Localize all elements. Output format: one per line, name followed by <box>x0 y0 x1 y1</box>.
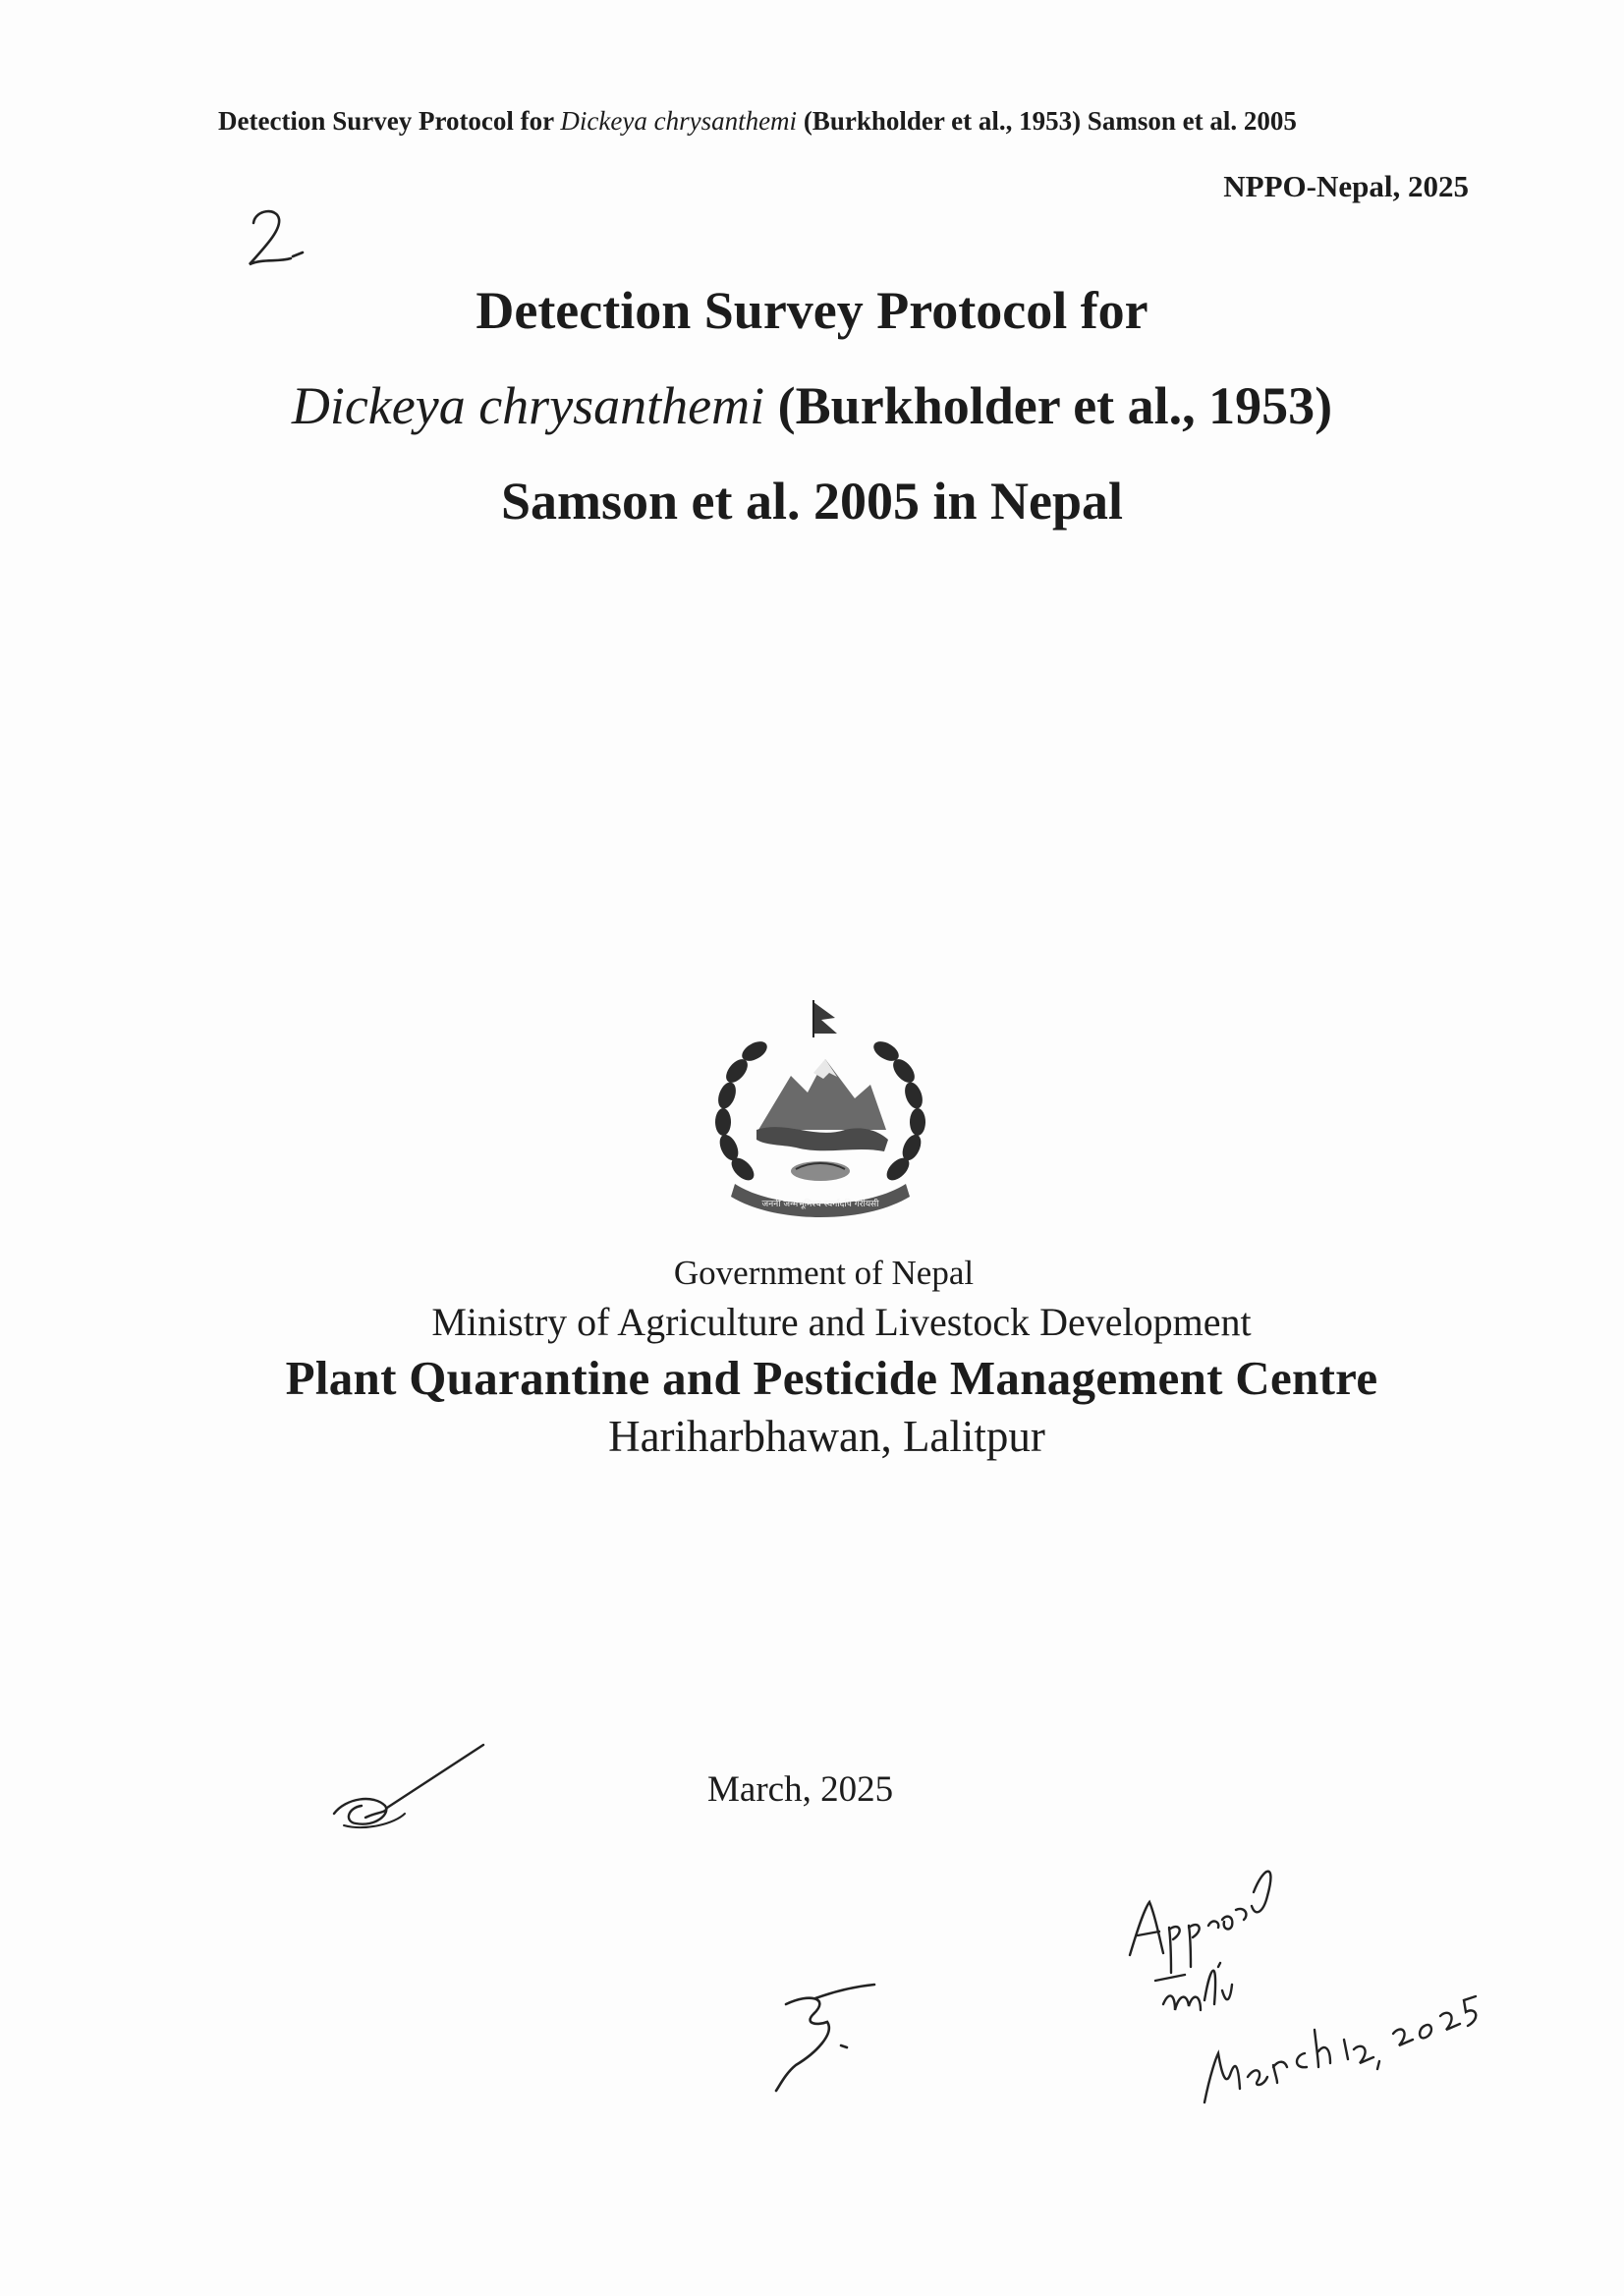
title-line-1: Detection Survey Protocol for <box>476 281 1148 340</box>
title-line-3: Samson et al. 2005 in Nepal <box>500 472 1124 531</box>
ministry-name: Ministry of Agriculture and Livestock Development <box>431 1300 1252 1344</box>
document-title <box>0 263 1624 549</box>
publication-date: March, 2025 <box>707 1769 894 1810</box>
centre-name: Plant Quarantine and Pesticide Management Centre <box>285 1351 1378 1405</box>
signature-left <box>326 1737 493 1845</box>
organization-block <box>0 1250 1624 1464</box>
header-org-year: NPPO-Nepal, 2025 <box>1223 169 1469 203</box>
nepal-government-emblem-icon <box>698 982 943 1228</box>
running-header-species: Dickeya chrysanthemi <box>560 106 798 136</box>
running-header-prefix: Detection Survey Protocol for <box>218 106 561 136</box>
handwritten-approval-note <box>1120 1857 1493 2171</box>
signature-center <box>756 1975 894 2102</box>
title-species: Dickeya chrysanthemi <box>291 376 765 435</box>
emblem-motto: जननी जन्मभूमिश्च स्वर्गादपि गरीयसी <box>761 1200 879 1209</box>
title-line-2 <box>0 359 1624 454</box>
government-name: Government of Nepal <box>673 1254 975 1292</box>
centre-address: Hariharbhawan, Lalitpur <box>608 1412 1045 1461</box>
running-header-suffix: (Burkholder et al., 1953) Samson et al. 2005 <box>797 106 1297 136</box>
running-header <box>218 106 1466 137</box>
title-authority: (Burkholder et al., 1953) <box>764 376 1333 435</box>
